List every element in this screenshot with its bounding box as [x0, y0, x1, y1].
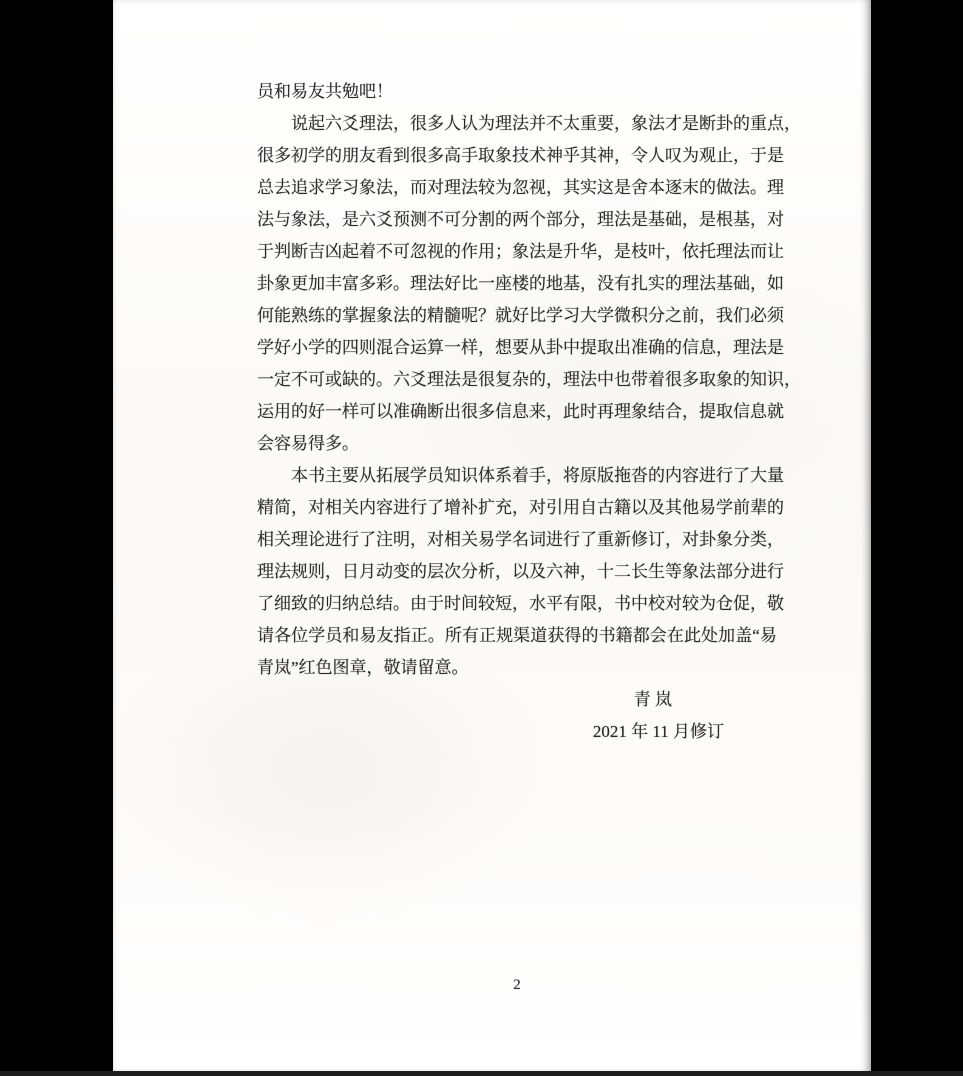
text-line: 理 法 规 则 ， 日 月 动 变 的 层 次 分 析 ， 以 及 六 神 ， 十 二 长 生 等 象 法 部 分 进 行: [257, 562, 784, 581]
document-page: [113, 0, 871, 1071]
text-line: 于 判 断 吉 凶 起 着 不 可 忽 视 的 作 用 ； 象 法 是 升 华 ， 是 枝 叶 ， 依 托 理 法 而 让: [257, 242, 784, 261]
text-line: 很 多 初 学 的 朋 友 看 到 很 多 高 手 取 象 技 术 神 乎 其 神 ， 令 人 叹 为 观 止 ， 于 是: [257, 146, 784, 165]
text-line: 学 好 小 学 的 四 则 混 合 运 算 一 样 ， 想 要 从 卦 中 提 取 出 准 确 的 信 息 ， 理 法 是: [257, 338, 784, 357]
text-line: 何 能 熟 练 的 掌 握 象 法 的 精 髓 呢 ？ 就 好 比 学 习 大 学 微 积 分 之 前 ， 我 们 必 须: [257, 306, 784, 325]
text-line: 一 定 不 可 或 缺 的 。 六 爻 理 法 是 很 复 杂 的 ， 理 法 中 也 带 着 很 多 取 象 的 知 识 ，: [257, 370, 801, 389]
text-line: 运 用 的 好 一 样 可 以 准 确 断 出 很 多 信 息 来 ， 此 时 再 理 象 结 合 ， 提 取 信 息 就: [257, 402, 784, 421]
text-line: 员和易友共勉吧！: [257, 82, 393, 101]
text-line: 了 细 致 的 归 纳 总 结 。 由 于 时 间 较 短 ， 水 平 有 限 ， 书 中 校 对 较 为 仓 促 ， 敬: [257, 594, 784, 613]
bottom-edge-strip: [0, 1071, 963, 1076]
text-line: 请 各 位 学 员 和 易 友 指 正 。 所 有 正 规 渠 道 获 得 的 书 籍 都 会 在 此 处 加 盖 “ 易: [257, 626, 777, 645]
text-line: 相 关 理 论 进 行 了 注 明 ， 对 相 关 易 学 名 词 进 行 了 重 新 修 订 ， 对 卦 象 分 类 ，: [257, 530, 784, 549]
revision-date: 2021 年 11 月修订: [592, 722, 724, 741]
author-signature: 青 岚: [633, 690, 672, 709]
text-line: 说 起 六 爻 理 法 ， 很 多 人 认 为 理 法 并 不 太 重 要 ， 象 法 才 是 断 卦 的 重 点 ，: [291, 114, 801, 133]
text-line: 精 简 ， 对 相 关 内 容 进 行 了 增 补 扩 充 ， 对 引 用 自 古 籍 以 及 其 他 易 学 前 辈 的: [257, 498, 784, 517]
text-line: 总 去 追 求 学 习 象 法 ， 而 对 理 法 较 为 忽 视 ， 其 实 这 是 舍 本 逐 末 的 做 法 。 理: [257, 178, 784, 197]
text-line: 本 书 主 要 从 拓 展 学 员 知 识 体 系 着 手 ， 将 原 版 拖 沓 的 内 容 进 行 了 大 量: [291, 466, 784, 485]
text-line: 法 与 象 法 ， 是 六 爻 预 测 不 可 分 割 的 两 个 部 分 ， 理 法 是 基 础 ， 是 根 基 ， 对: [257, 210, 784, 229]
page-number: 2: [513, 977, 521, 993]
left-black-bar: [0, 0, 113, 1076]
paragraph-lines: [257, 76, 801, 684]
page-body-text: [257, 76, 801, 748]
text-line: 会容易得多。: [257, 434, 359, 453]
text-line: 卦 象 更 加 丰 富 多 彩 。 理 法 好 比 一 座 楼 的 地 基 ， 没 有 扎 实 的 理 法 基 础 ， 如: [257, 274, 784, 293]
right-black-bar: [871, 0, 963, 1076]
text-line: 青岚”红色图章，敬请留意。: [257, 658, 469, 677]
